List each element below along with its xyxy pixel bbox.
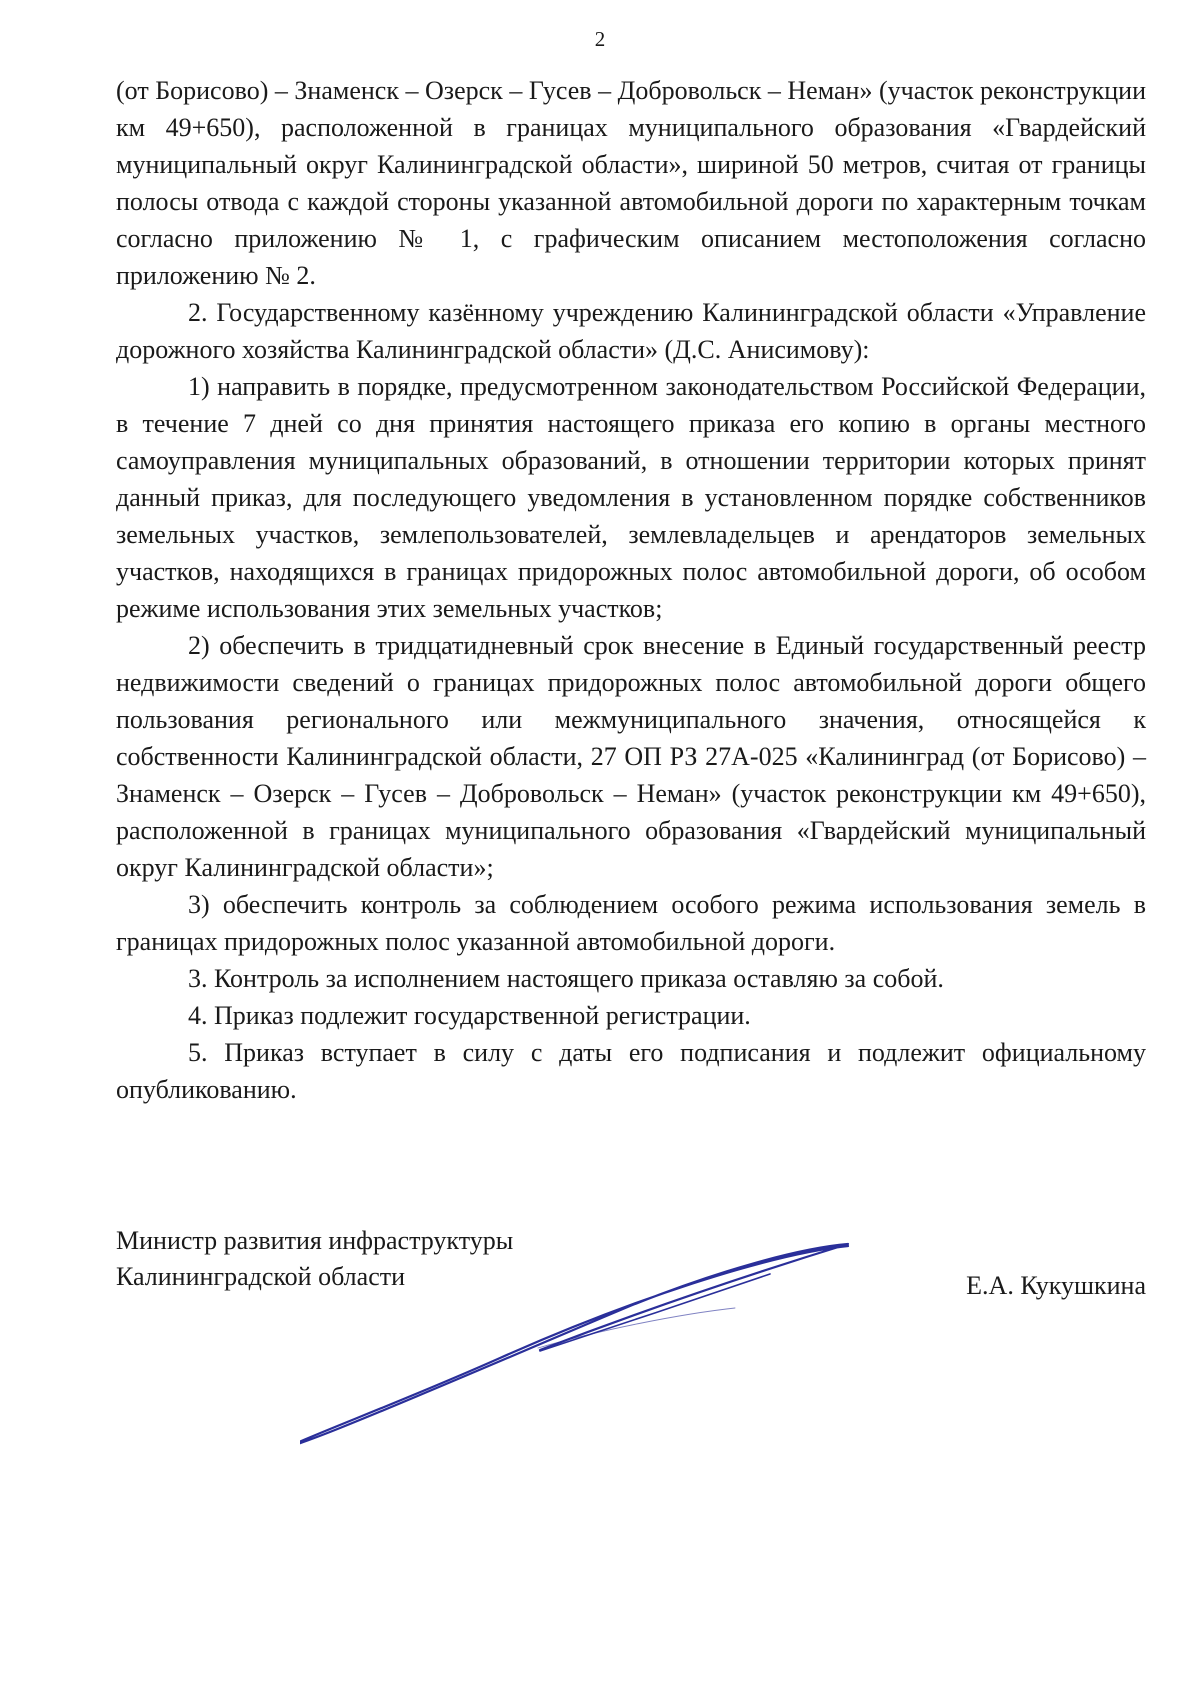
signatory-name: Е.А. Кукушкина [966,1271,1146,1300]
paragraph-subitem-1: 1) направить в порядке, предусмотренном законодательством Российской Федерации, в течение 7 дней со дня принятия настоящего приказа его копию в органы местного самоуправления муниципальных образований, в отношении территории которых принят данный приказ, для последующего уведомления в установленном порядке собственников земельных участков, землепользователей, землевладельцев и арендаторов земельных участков, находящихся в границах придорожных полос автомобильной дороги, об особом режиме использования этих земельных участков; [116,372,1146,623]
signatory-position-line-2: Калининградской области [116,1262,406,1291]
paragraph-item-3: 3. Контроль за исполнением настоящего приказа оставляю за собой. [188,964,944,993]
document-body [116,72,1146,1108]
page-number: 2 [594,27,606,51]
signatory-position-line-1: Министр развития инфраструктуры [116,1226,514,1255]
paragraph-subitem-2: 2) обеспечить в тридцатидневный срок внесение в Единый государственный реестр недвижимости сведений о границах придорожных полос автомобильной дороги общего пользования регионального или межмуниципального значения, относящейся к собственности Калининградской области, 27 ОП РЗ 27А-025 «Калининград (от Борисово) – Знаменск – Озерск – Гусев – Добровольск – Неман» (участок реконструкции км 49+650), расположенной в границах муниципального образования «Гвардейский муниципальный округ Калининградской области»; [116,631,1146,882]
paragraph-item-2: 2. Государственному казённому учреждению Калининградской области «Управление дорожного хозяйства Калининградской области» (Д.С. Анисимову): [116,298,1146,364]
paragraph-item-4: 4. Приказ подлежит государственной регистрации. [188,1001,751,1030]
handwritten-signature [300,1238,940,1448]
paragraph-continuation: (от Борисово) – Знаменск – Озерск – Гусев – Добровольск – Неман» (участок реконструкции км 49+650), расположенной в границах муниципального образования «Гвардейский муниципальный округ Калининградской области», шириной 50 метров, считая от границы полосы отвода с каждой стороны указанной автомобильной дороги по характерным точкам согласно приложению № 1, с графическим описанием местоположения согласно приложению № 2. [116,76,1146,290]
paragraph-item-5: 5. Приказ вступает в силу с даты его подписания и подлежит официальному опубликованию. [116,1038,1146,1104]
paragraph-subitem-3: 3) обеспечить контроль за соблюдением особого режима использования земель в границах придорожных полос указанной автомобильной дороги. [116,890,1146,956]
